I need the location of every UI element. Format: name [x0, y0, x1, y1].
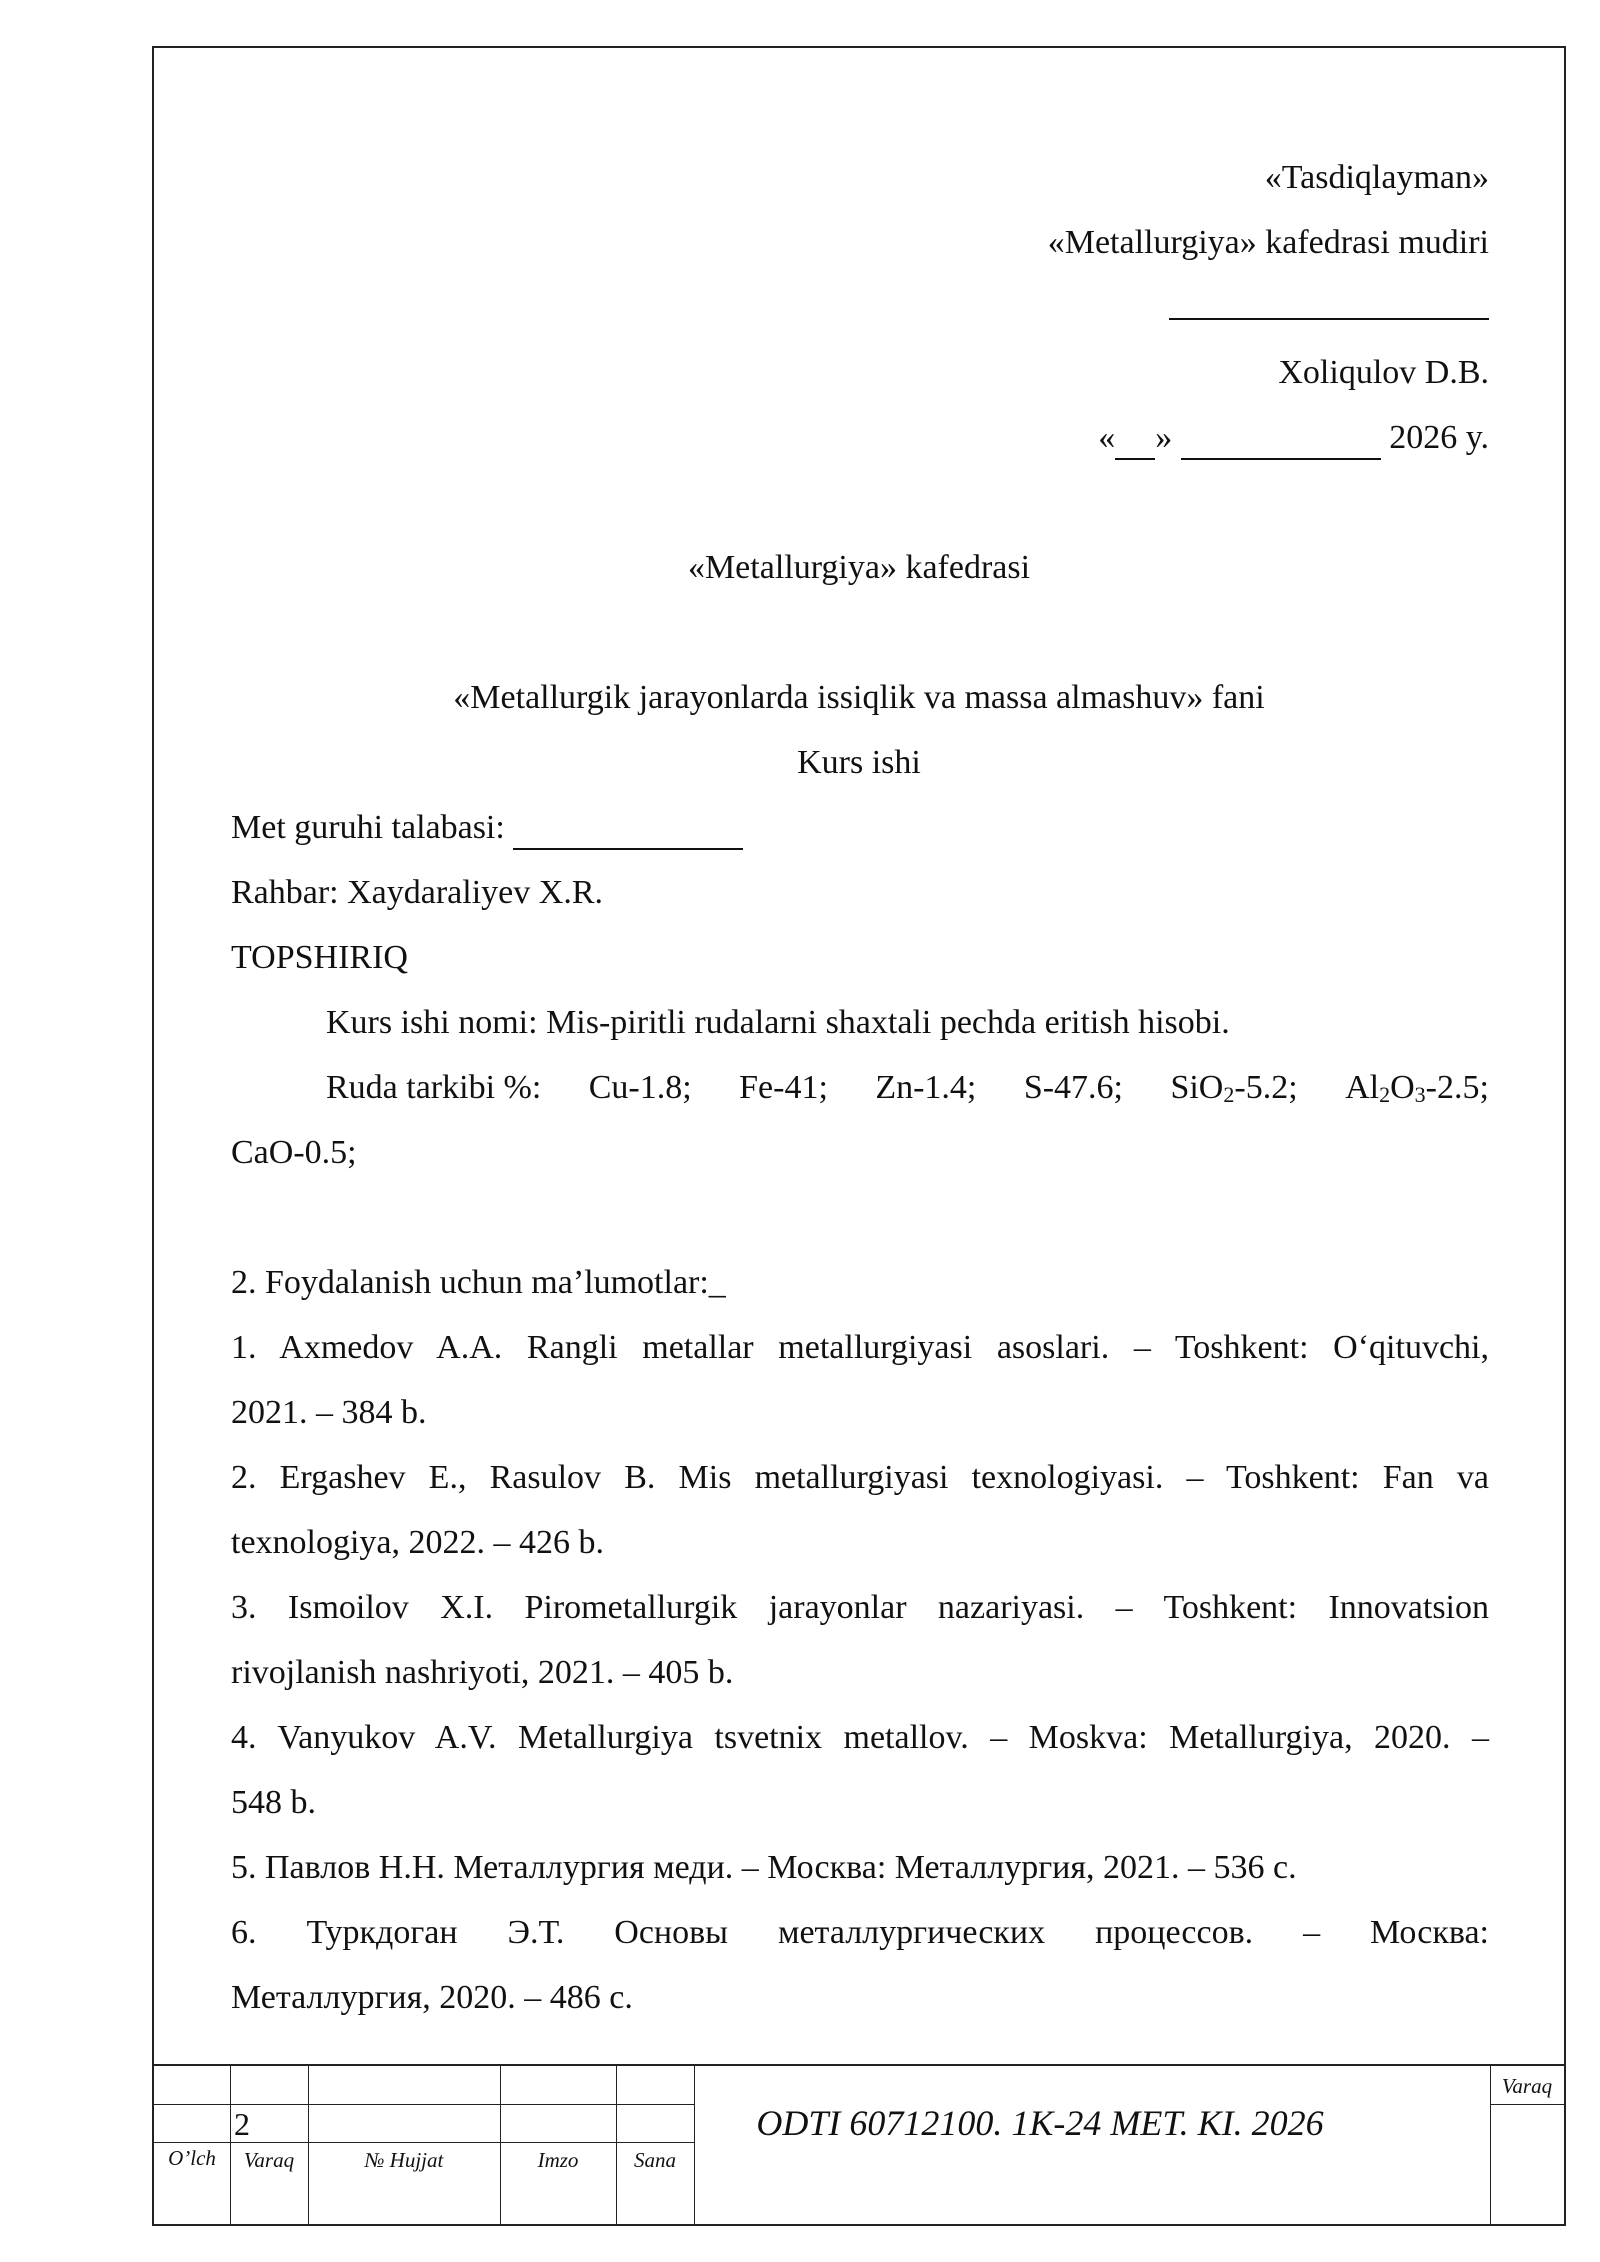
ore-s: S-47.6;	[1023, 1069, 1124, 1106]
date-close-quote: »	[1155, 419, 1173, 456]
supervisor: Rahbar: Xaydaraliyev X.R.	[231, 874, 603, 911]
student-line	[231, 808, 743, 850]
references-heading: 2. Foydalanish uchun ma’lumotlar:_	[231, 1264, 726, 1301]
col-sana: Sana	[634, 2148, 676, 2172]
stamp-varaq-line	[1490, 2104, 1564, 2105]
reference-3-line2: rivojlanish nashriyoti, 2021. – 405 b.	[231, 1654, 734, 1691]
reference-3-line1: 3. Ismoilov X.I. Pirometallurgik jarayonlar nazariyasi. – Toshkent: Innovatsion	[231, 1589, 1489, 1626]
ore-sio2: SiO$_2$-5.2;	[1170, 1069, 1298, 1107]
reference-4-line1: 4. Vanyukov A.V. Metallurgiya tsvetnix metallov. – Moskva: Metallurgiya, 2020. –	[231, 1719, 1489, 1756]
varaq-label: Varaq	[1501, 2074, 1553, 2098]
approval-position: «Metallurgiya» kafedrasi mudiri	[1047, 224, 1489, 261]
reference-2-line1: 2. Ergashev E., Rasulov B. Mis metallurgiyasi texnologiyasi. – Toshkent: Fan va	[231, 1459, 1489, 1496]
document-frame	[152, 46, 1566, 2226]
ore-al2o3: $Al_2O_3-2.5$;	[1345, 1069, 1489, 1107]
ore-cu: Cu-1.8;	[588, 1069, 692, 1106]
stamp-col-line-3	[500, 2066, 501, 2224]
student-blank	[513, 808, 743, 850]
col-varaq: Varaq	[243, 2148, 295, 2172]
reference-1-line1: 1. Axmedov A.A. Rangli metallar metallurgiyasi asoslari. – Toshkent: O‘qituvchi,	[231, 1329, 1489, 1366]
subject-title: «Metallurgik jarayonlarda issiqlik va massa almashuv» fani	[453, 679, 1265, 716]
ore-zn: Zn-1.4;	[875, 1069, 977, 1106]
ore-fe: Fe-41;	[739, 1069, 828, 1106]
title-block	[154, 2064, 1564, 2224]
approval-heading: «Tasdiqlayman»	[1264, 159, 1489, 196]
date-open-quote: «	[1098, 419, 1116, 456]
signature-line	[1169, 318, 1489, 320]
col-imzo: Imzo	[537, 2148, 579, 2172]
reference-4-line2: 548 b.	[231, 1784, 316, 1821]
task-title: Kurs ishi nomi: Mis-piritli rudalarni shaxtali pechda eritish hisobi.	[326, 1004, 1230, 1041]
reference-5: 5. Павлов Н.Н. Металлургия меди. – Москва: Металлургия, 2021. – 536 с.	[231, 1849, 1297, 1886]
col-hujjat: № Hujjat	[364, 2148, 444, 2172]
approver-name: Xoliqulov D.B.	[1278, 354, 1489, 391]
reference-6-line2: Металлургия, 2020. – 486 с.	[231, 1979, 633, 2016]
sheet-number: 2	[234, 2106, 250, 2142]
task-heading: TOPSHIRIQ	[231, 939, 408, 976]
ore-composition	[326, 1068, 1489, 1108]
reference-6-line1: 6. Туркдоган Э.Т. Основы металлургических процессов. – Москва:	[231, 1914, 1489, 1951]
student-label: Met guruhi talabasi:	[231, 809, 505, 846]
date-month-blank	[1181, 418, 1381, 460]
reference-1-line2: 2021. – 384 b.	[231, 1394, 427, 1431]
stamp-col-line-2	[308, 2066, 309, 2224]
stamp-col-line-1	[230, 2066, 231, 2224]
col-olch: O’lch	[168, 2146, 216, 2170]
date-day-blank	[1115, 418, 1155, 460]
document-code: ODTI 60712100. 1K-24 MET. KI. 2026	[756, 2103, 1324, 2143]
department-title: «Metallurgiya» kafedrasi	[687, 549, 1031, 586]
stamp-col-line-4	[616, 2066, 617, 2224]
work-type: Kurs ishi	[797, 744, 921, 781]
ore-label: Ruda tarkibi %:	[326, 1069, 542, 1106]
stamp-col-line-5	[694, 2066, 695, 2224]
reference-2-line2: texnologiya, 2022. – 426 b.	[231, 1524, 605, 1561]
approval-date	[1098, 418, 1489, 460]
ore-cao: CaO-0.5;	[231, 1134, 357, 1171]
date-year: 2026 y.	[1389, 419, 1489, 456]
